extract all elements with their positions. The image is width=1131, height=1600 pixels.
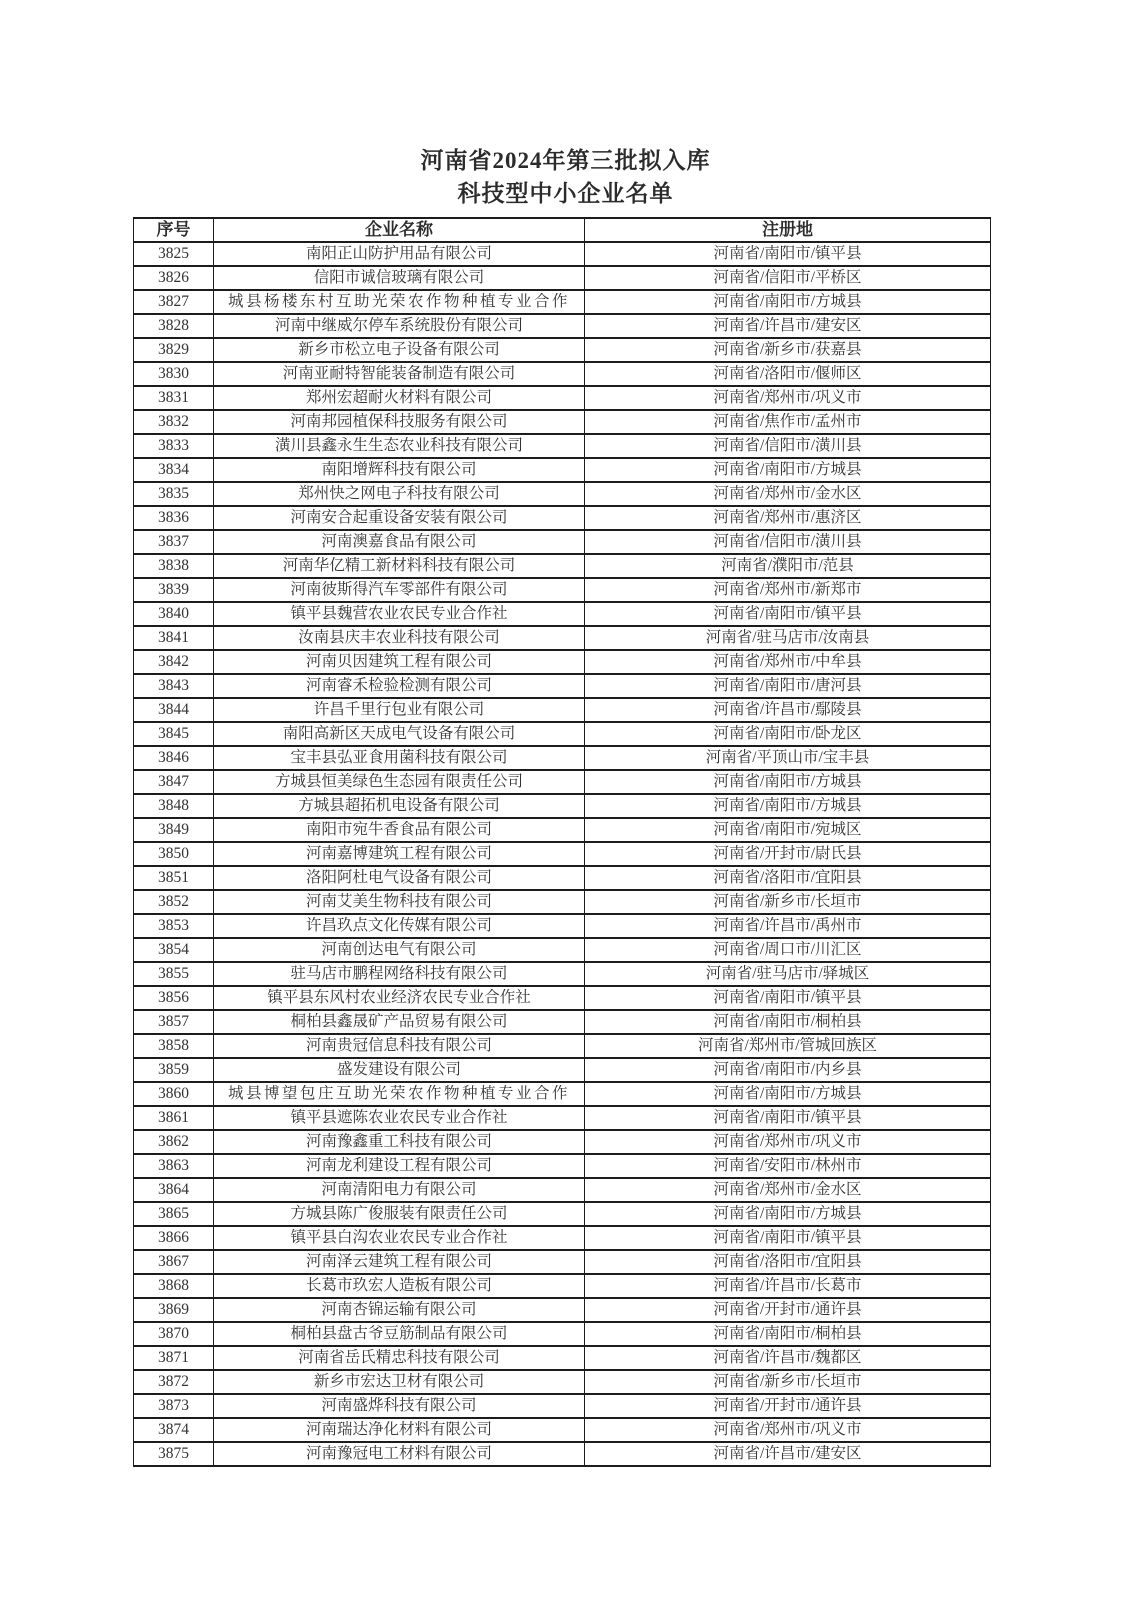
cell-registration-place: 河南省/南阳市/卧龙区 [585,722,991,746]
cell-registration-place: 河南省/濮阳市/范县 [585,554,991,578]
table-header-row [134,218,991,242]
cell-registration-place: 河南省/许昌市/鄢陵县 [585,698,991,722]
table-row [134,1034,991,1058]
table-row [134,1274,991,1298]
cell-seq: 3842 [134,650,214,674]
cell-seq: 3841 [134,626,214,650]
table-row [134,986,991,1010]
cell-seq: 3839 [134,578,214,602]
cell-registration-place: 河南省/郑州市/巩义市 [585,386,991,410]
table-row [134,314,991,338]
table-row [134,1178,991,1202]
cell-registration-place: 河南省/许昌市/建安区 [585,314,991,338]
table-row [134,1298,991,1322]
cell-registration-place: 河南省/许昌市/长葛市 [585,1274,991,1298]
cell-seq: 3860 [134,1082,214,1106]
cell-seq: 3844 [134,698,214,722]
table-row [134,290,991,314]
table-row [134,1058,991,1082]
cell-registration-place: 河南省/郑州市/新郑市 [585,578,991,602]
cell-seq: 3863 [134,1154,214,1178]
cell-seq: 3868 [134,1274,214,1298]
cell-registration-place: 河南省/南阳市/镇平县 [585,1106,991,1130]
cell-seq: 3834 [134,458,214,482]
table-row [134,410,991,434]
table-row [134,482,991,506]
cell-registration-place: 河南省/驻马店市/驿城区 [585,962,991,986]
document-title [0,0,1131,210]
cell-seq: 3862 [134,1130,214,1154]
table-row [134,386,991,410]
cell-seq: 3867 [134,1250,214,1274]
cell-registration-place: 河南省/南阳市/方城县 [585,290,991,314]
table-row [134,1346,991,1370]
cell-seq: 3828 [134,314,214,338]
table-row [134,650,991,674]
table-row [134,1394,991,1418]
cell-company-name: 驻马店市鹏程网络科技有限公司 [214,962,585,986]
header-seq: 序号 [134,218,214,242]
cell-seq: 3845 [134,722,214,746]
cell-company-name: 南阳正山防护用品有限公司 [214,242,585,266]
table-row [134,770,991,794]
cell-registration-place: 河南省/南阳市/桐柏县 [585,1322,991,1346]
cell-company-name: 河南清阳电力有限公司 [214,1178,585,1202]
cell-company-name: 河南彼斯得汽车零部件有限公司 [214,578,585,602]
cell-registration-place: 河南省/开封市/通许县 [585,1298,991,1322]
cell-company-name: 长葛市玖宏人造板有限公司 [214,1274,585,1298]
cell-company-name: 河南澳嘉食品有限公司 [214,530,585,554]
table-row [134,362,991,386]
cell-registration-place: 河南省/郑州市/巩义市 [585,1418,991,1442]
cell-registration-place: 河南省/郑州市/金水区 [585,1178,991,1202]
cell-registration-place: 河南省/新乡市/长垣市 [585,890,991,914]
cell-seq: 3849 [134,818,214,842]
cell-company-name: 河南艾美生物科技有限公司 [214,890,585,914]
cell-seq: 3866 [134,1226,214,1250]
cell-registration-place: 河南省/南阳市/桐柏县 [585,1010,991,1034]
table-row [134,674,991,698]
table-header [134,218,991,242]
cell-seq: 3857 [134,1010,214,1034]
cell-registration-place: 河南省/南阳市/内乡县 [585,1058,991,1082]
table-row [134,266,991,290]
table-row [134,626,991,650]
cell-company-name: 桐柏县鑫晟矿产品贸易有限公司 [214,1010,585,1034]
cell-registration-place: 河南省/南阳市/方城县 [585,770,991,794]
cell-seq: 3840 [134,602,214,626]
cell-registration-place: 河南省/驻马店市/汝南县 [585,626,991,650]
cell-seq: 3850 [134,842,214,866]
cell-seq: 3835 [134,482,214,506]
cell-company-name: 河南中继威尔停车系统股份有限公司 [214,314,585,338]
cell-registration-place: 河南省/郑州市/巩义市 [585,1130,991,1154]
cell-seq: 3875 [134,1442,214,1466]
cell-registration-place: 河南省/南阳市/唐河县 [585,674,991,698]
cell-registration-place: 河南省/南阳市/方城县 [585,794,991,818]
cell-company-name: 河南省岳氏精忠科技有限公司 [214,1346,585,1370]
cell-company-name: 南阳高新区天成电气设备有限公司 [214,722,585,746]
cell-company-name: 潢川县鑫永生生态农业科技有限公司 [214,434,585,458]
cell-seq: 3865 [134,1202,214,1226]
cell-company-name: 河南睿禾检验检测有限公司 [214,674,585,698]
table-row [134,1442,991,1466]
table-row [134,818,991,842]
table-row [134,1322,991,1346]
cell-registration-place: 河南省/安阳市/林州市 [585,1154,991,1178]
cell-company-name: 郑州宏超耐火材料有限公司 [214,386,585,410]
cell-company-name: 河南贵冠信息科技有限公司 [214,1034,585,1058]
company-list-table [133,217,991,1467]
cell-registration-place: 河南省/周口市/川汇区 [585,938,991,962]
table-row [134,914,991,938]
cell-seq: 3874 [134,1418,214,1442]
cell-seq: 3869 [134,1298,214,1322]
cell-company-name: 河南贝因建筑工程有限公司 [214,650,585,674]
cell-seq: 3854 [134,938,214,962]
cell-seq: 3872 [134,1370,214,1394]
cell-seq: 3853 [134,914,214,938]
cell-company-name: 河南邦园植保科技服务有限公司 [214,410,585,434]
document-title-line1: 河南省2024年第三批拟入库 [420,148,711,173]
cell-registration-place: 河南省/南阳市/镇平县 [585,602,991,626]
cell-company-name: 方城县陈广俊服装有限责任公司 [214,1202,585,1226]
cell-registration-place: 河南省/信阳市/潢川县 [585,530,991,554]
cell-registration-place: 河南省/南阳市/宛城区 [585,818,991,842]
table-row [134,746,991,770]
cell-seq: 3859 [134,1058,214,1082]
table-row [134,842,991,866]
table-row [134,698,991,722]
cell-seq: 3830 [134,362,214,386]
cell-company-name: 南阳增辉科技有限公司 [214,458,585,482]
cell-registration-place: 河南省/郑州市/管城回族区 [585,1034,991,1058]
cell-company-name: 河南嘉博建筑工程有限公司 [214,842,585,866]
cell-registration-place: 河南省/平顶山市/宝丰县 [585,746,991,770]
cell-registration-place: 河南省/洛阳市/偃师区 [585,362,991,386]
cell-company-name: 新乡市松立电子设备有限公司 [214,338,585,362]
cell-seq: 3825 [134,242,214,266]
cell-registration-place: 河南省/洛阳市/宜阳县 [585,1250,991,1274]
cell-company-name: 河南豫鑫重工科技有限公司 [214,1130,585,1154]
cell-registration-place: 河南省/许昌市/魏都区 [585,1346,991,1370]
table-row [134,578,991,602]
cell-seq: 3832 [134,410,214,434]
table-row [134,1418,991,1442]
table-row [134,722,991,746]
cell-registration-place: 河南省/开封市/尉氏县 [585,842,991,866]
cell-company-name: 镇平县东风村农业经济农民专业合作社 [214,986,585,1010]
cell-registration-place: 河南省/南阳市/方城县 [585,1202,991,1226]
cell-company-name: 河南豫冠电工材料有限公司 [214,1442,585,1466]
cell-seq: 3871 [134,1346,214,1370]
cell-company-name: 镇平县魏营农业农民专业合作社 [214,602,585,626]
cell-company-name: 镇平县遮陈农业农民专业合作社 [214,1106,585,1130]
header-registration-place: 注册地 [585,218,991,242]
cell-company-name: 河南创达电气有限公司 [214,938,585,962]
cell-company-name: 方城县超拓机电设备有限公司 [214,794,585,818]
cell-company-name: 镇平县白沟农业农民专业合作社 [214,1226,585,1250]
cell-company-name: 城县杨楼东村互助光荣农作物种植专业合作 [214,290,585,314]
table-row [134,602,991,626]
table-row [134,242,991,266]
cell-seq: 3831 [134,386,214,410]
cell-company-name: 城县博望包庄互助光荣农作物种植专业合作 [214,1082,585,1106]
cell-company-name: 盛发建设有限公司 [214,1058,585,1082]
cell-registration-place: 河南省/新乡市/获嘉县 [585,338,991,362]
cell-seq: 3846 [134,746,214,770]
table-row [134,890,991,914]
cell-seq: 3826 [134,266,214,290]
cell-company-name: 许昌玖点文化传媒有限公司 [214,914,585,938]
cell-seq: 3827 [134,290,214,314]
cell-registration-place: 河南省/郑州市/中牟县 [585,650,991,674]
table-row [134,458,991,482]
table-row [134,962,991,986]
cell-seq: 3861 [134,1106,214,1130]
cell-company-name: 河南龙利建设工程有限公司 [214,1154,585,1178]
table-row [134,1154,991,1178]
table-row [134,434,991,458]
table-row [134,1082,991,1106]
table-row [134,1202,991,1226]
cell-seq: 3855 [134,962,214,986]
table-row [134,938,991,962]
cell-seq: 3873 [134,1394,214,1418]
cell-company-name: 宝丰县弘亚食用菌科技有限公司 [214,746,585,770]
cell-seq: 3852 [134,890,214,914]
cell-seq: 3836 [134,506,214,530]
table-row [134,1130,991,1154]
cell-registration-place: 河南省/南阳市/镇平县 [585,986,991,1010]
cell-seq: 3851 [134,866,214,890]
table-row [134,506,991,530]
cell-company-name: 河南杏锦运输有限公司 [214,1298,585,1322]
table-row [134,338,991,362]
table-row [134,554,991,578]
cell-company-name: 方城县恒美绿色生态园有限责任公司 [214,770,585,794]
document-title-line2: 科技型中小企业名单 [457,181,674,206]
cell-seq: 3870 [134,1322,214,1346]
cell-registration-place: 河南省/郑州市/金水区 [585,482,991,506]
cell-seq: 3847 [134,770,214,794]
table-row [134,530,991,554]
cell-company-name: 桐柏县盘古爷豆筋制品有限公司 [214,1322,585,1346]
cell-company-name: 河南华亿精工新材料科技有限公司 [214,554,585,578]
cell-registration-place: 河南省/许昌市/禹州市 [585,914,991,938]
cell-company-name: 新乡市宏达卫材有限公司 [214,1370,585,1394]
table-row [134,1250,991,1274]
cell-registration-place: 河南省/信阳市/平桥区 [585,266,991,290]
header-company-name: 企业名称 [214,218,585,242]
cell-registration-place: 河南省/许昌市/建安区 [585,1442,991,1466]
cell-registration-place: 河南省/洛阳市/宜阳县 [585,866,991,890]
cell-seq: 3858 [134,1034,214,1058]
cell-company-name: 河南安合起重设备安装有限公司 [214,506,585,530]
table-row [134,1226,991,1250]
cell-registration-place: 河南省/开封市/通许县 [585,1394,991,1418]
cell-company-name: 河南瑞达净化材料有限公司 [214,1418,585,1442]
cell-seq: 3864 [134,1178,214,1202]
cell-company-name: 许昌千里行包业有限公司 [214,698,585,722]
table-body [134,242,991,1466]
table-row [134,1010,991,1034]
cell-company-name: 郑州快之网电子科技有限公司 [214,482,585,506]
cell-company-name: 河南泽云建筑工程有限公司 [214,1250,585,1274]
cell-registration-place: 河南省/新乡市/长垣市 [585,1370,991,1394]
table-row [134,794,991,818]
cell-company-name: 汝南县庆丰农业科技有限公司 [214,626,585,650]
cell-seq: 3843 [134,674,214,698]
cell-registration-place: 河南省/南阳市/镇平县 [585,1226,991,1250]
cell-company-name: 信阳市诚信玻璃有限公司 [214,266,585,290]
cell-company-name: 河南盛烨科技有限公司 [214,1394,585,1418]
cell-seq: 3833 [134,434,214,458]
cell-registration-place: 河南省/南阳市/方城县 [585,458,991,482]
cell-seq: 3838 [134,554,214,578]
table-row [134,1106,991,1130]
cell-registration-place: 河南省/郑州市/惠济区 [585,506,991,530]
cell-registration-place: 河南省/南阳市/镇平县 [585,242,991,266]
cell-seq: 3848 [134,794,214,818]
cell-registration-place: 河南省/信阳市/潢川县 [585,434,991,458]
cell-company-name: 河南亚耐特智能装备制造有限公司 [214,362,585,386]
cell-seq: 3856 [134,986,214,1010]
cell-registration-place: 河南省/焦作市/孟州市 [585,410,991,434]
cell-seq: 3837 [134,530,214,554]
cell-company-name: 南阳市宛牛香食品有限公司 [214,818,585,842]
cell-seq: 3829 [134,338,214,362]
cell-registration-place: 河南省/南阳市/方城县 [585,1082,991,1106]
cell-company-name: 洛阳阿杜电气设备有限公司 [214,866,585,890]
table-row [134,1370,991,1394]
table-row [134,866,991,890]
